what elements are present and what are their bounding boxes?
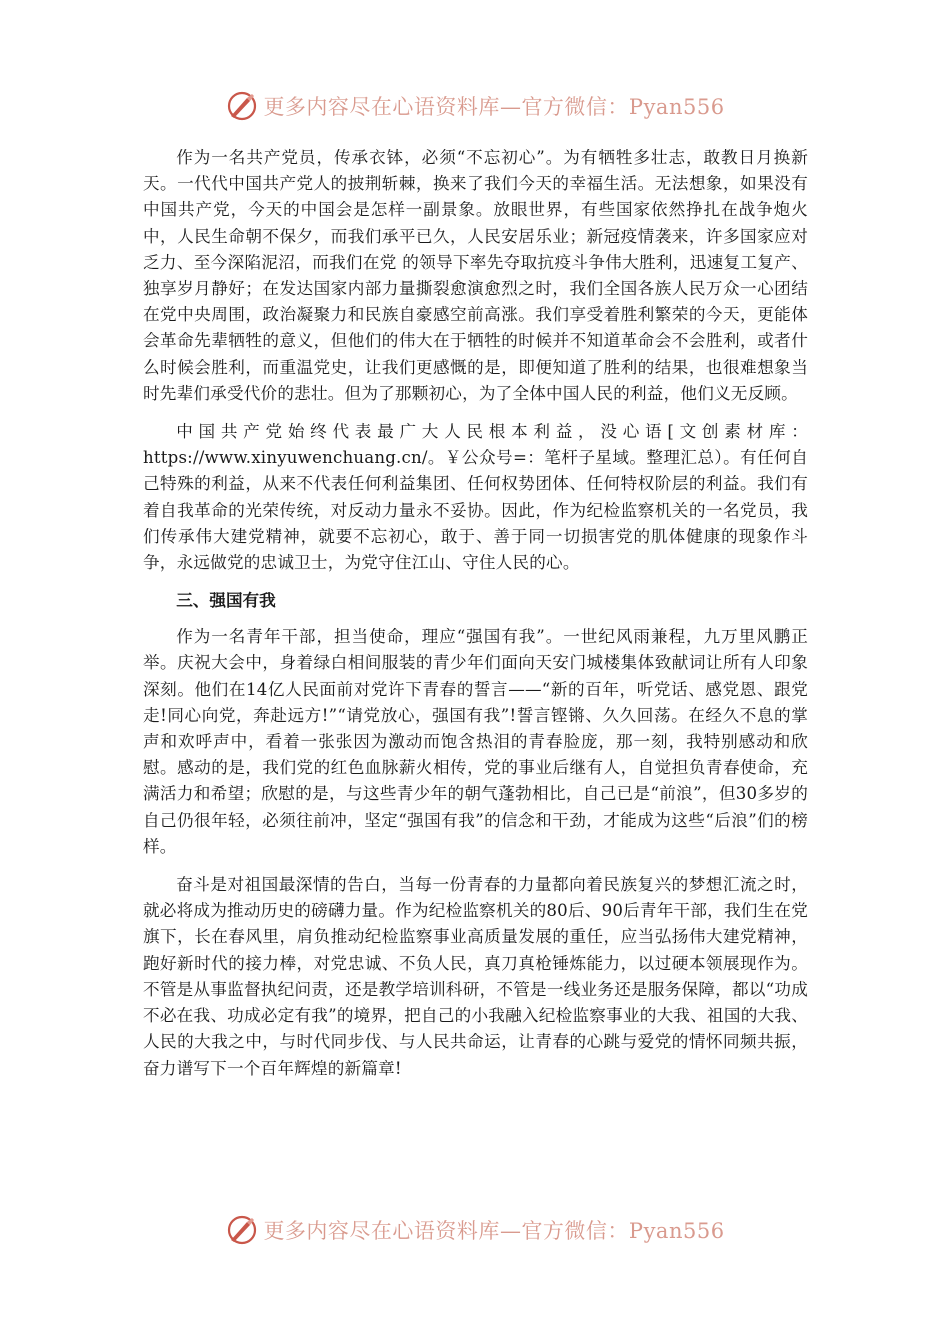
- article-body: [143, 145, 808, 1094]
- paragraph: 中国共产党始终代表最广大人民根本利益，没心语[文创素材库：https://www.xinyuwenchuang.cn/。￥公众号=：笔杆子星域。整理汇总）。有任何自己特殊的利益，从来不代表任何利益集团、任何权势团体、任何特权阶层的利益。我们有着自我革命的光荣传统，对反动力量永不妥协。因此，作为纪检监察机关的一名党员，我们传承伟大建党精神，就要不忘初心，敢于、善于同一切损害党的肌体健康的现象作斗争，永远做党的忠诚卫士，为党守住江山、守住人民的心。: [143, 422, 808, 573]
- watermark-text: 更多内容尽在心语资料库—官方微信：Pyan556: [263, 95, 725, 119]
- paragraph: 奋斗是对祖国最深情的告白，当每一份青春的力量都向着民族复兴的梦想汇流之时，就必将成为推动历史的磅礴力量。作为纪检监察机关的80后、90后青年干部，我们生在党旗下，长在春风里，肩负推动纪检监察事业高质量发展的重任，应当弘扬伟大建党精神，跑好新时代的接力棒，对党忠诚、不负人民，真刀真枪锤炼能力，以过硬本领展现作为。不管是从事监督执纪问责，还是教学培训科研，不管是一线业务还是服务保障，都以“功成不必在我、功成必定有我”的境界，把自己的小我融入纪检监察事业的大我、祖国的大我、人民的大我之中，与时代同步伐、与人民共命运，让青春的心跳与爱党的情怀同频共振，奋力谱写下一个百年辉煌的新篇章!: [143, 875, 808, 1078]
- paragraph: 作为一名共产党员，传承衣钵，必须“不忘初心”。为有牺牲多壮志，敢教日月换新天。一代代中国共产党人的披荆斩棘，换来了我们今天的幸福生活。无法想象，如果没有中国共产党，今天的中国会是怎样一副景象。放眼世界，有些国家依然挣扎在战争炮火中，人民生命朝不保夕，而我们承平已久，人民安居乐业；新冠疫情袭来，许多国家应对乏力、至今深陷泥沼，而我们在党 的领导下率先夺取抗疫斗争伟大胜利，迅速复工复产、独享岁月静好；在发达国家内部力量撕裂愈演愈烈之时，我们全国各族人民万众一心团结在党中央周围，政治凝聚力和民族自豪感空前高涨。我们享受着胜利繁荣的今天，更能体会革命先辈牺牲的意义，但他们的伟大在于牺牲的时候并不知道革命会不会胜利，或者什么时候会胜利，而重温党史，让我们更感慨的是，即便知道了胜利的结果，也很难想象当时先辈们承受代价的悲壮。但为了那颗初心，为了全体中国人民的利益，他们义无反顾。: [143, 148, 808, 403]
- pen-logo-icon: [225, 89, 259, 123]
- watermark-banner-top: [0, 83, 950, 129]
- paragraph: 作为一名青年干部，担当使命，理应“强国有我”。一世纪风雨兼程，九万里风鹏正举。庆祝大会中，身着绿白相间服装的青少年们面向天安门城楼集体致献词让所有人印象深刻。他们在14亿人民面前对党许下青春的誓言——“新的百年，听党话、感党恩、跟党走!同心向党，奔赴远方!”“请党放心，强国有我”!誓言铿锵、久久回荡。在经久不息的掌声和欢呼声中，看着一张张因为激动而饱含热泪的青春脸庞，那一刻，我特别感动和欣慰。感动的是，我们党的红色血脉薪火相传，党的事业后继有人，自觉担负青春使命，充满活力和希望；欣慰的是，与这些青少年的朝气蓬勃相比，自己已是“前浪”，但30多岁的自己仍很年轻，必须往前冲，坚定“强国有我”的信念和干劲，才能成为这些“后浪”们的榜样。: [143, 627, 808, 856]
- watermark-text: 更多内容尽在心语资料库—官方微信：Pyan556: [263, 1219, 725, 1243]
- section-heading: 三、强国有我: [176, 591, 276, 611]
- watermark-banner-bottom: [0, 1207, 950, 1253]
- pen-logo-icon: [225, 1213, 259, 1247]
